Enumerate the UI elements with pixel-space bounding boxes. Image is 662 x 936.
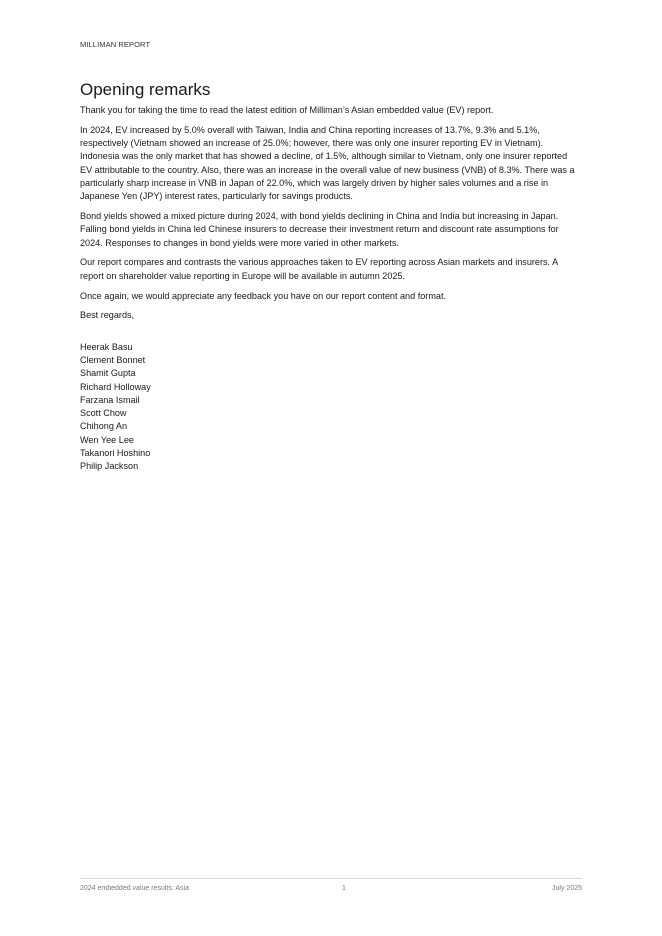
signoff: Best regards,	[80, 310, 135, 321]
footer-page-number: 1	[342, 885, 346, 892]
author-name: Farzana Ismail	[80, 394, 140, 405]
author-name: Takanori Hoshino	[80, 448, 151, 459]
footer-report-title: 2024 embedded value results: Asia	[80, 885, 189, 892]
running-header: MILLIMAN REPORT	[80, 40, 151, 49]
paragraph-ev-results: In 2024, EV increased by 5.0% overall with Taiwan, India and China reporting increases of 13.7%, 9.3% and 5.1%, respectively (Vietnam showed an increase of 25.0%; however, there was only one insurer reporting EV in Vietnam). Indonesia was the only market that has showed a decline, of 1.5%, although similar to Vietnam, only one insurer reported EV attributable to the country. Also, there was an increase in the overall value of new business (VNB) of 8.3%. There was a particularly sharp increase in VNB in Japan of 22.0%, which was largely driven by higher sales volumes and a rise in Japanese Yen (JPY) interest rates, particularly for savings products.	[80, 124, 575, 202]
paragraph-bond-yields: Bond yields showed a mixed picture during 2024, with bond yields declining in China and India but increasing in Japan. Falling bond yields in China led Chinese insurers to decrease their investment return and discount rate assumptions for 2024. Responses to changes in bond yields were more varied in other markets.	[80, 211, 559, 248]
author-name: Clement Bonnet	[80, 354, 146, 365]
page-title: Opening remarks	[80, 80, 211, 99]
footer-date: July 2025	[552, 885, 582, 892]
page-footer	[80, 878, 582, 897]
author-name: Heerak Basu	[80, 341, 133, 352]
paragraph-report-scope: Our report compares and contrasts the various approaches taken to EV reporting across Asian markets and insurers. A report on shareholder value reporting in Europe will be available in autumn 2025.	[80, 257, 558, 281]
author-name: Wen Yee Lee	[80, 434, 134, 445]
author-name: Philip Jackson	[80, 461, 139, 472]
author-name: Richard Holloway	[80, 381, 151, 392]
paragraph-intro: Thank you for taking the time to read the latest edition of Milliman’s Asian embedded value (EV) report.	[80, 105, 494, 115]
author-name: Scott Chow	[80, 408, 127, 419]
author-name: Chihong An	[80, 421, 128, 432]
author-name: Shamit Gupta	[80, 368, 136, 379]
report-body	[80, 80, 580, 474]
paragraph-feedback: Once again, we would appreciate any feedback you have on our report content and format.	[80, 290, 447, 301]
author-list	[80, 341, 580, 474]
